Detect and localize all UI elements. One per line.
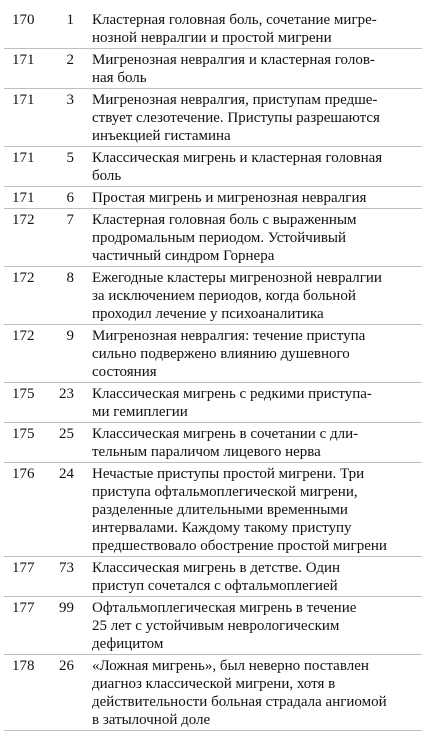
case-description: Классическая мигрень и кластерная головная боль: [92, 150, 383, 184]
page-number: 172: [12, 212, 35, 228]
case-number: 25: [59, 426, 74, 442]
case-description: Ежегодные кластеры мигренозной невралгии за исключением периодов, когда больной проходил лечение у психоаналитика: [92, 270, 382, 322]
page-number: 171: [12, 190, 35, 206]
case-description: Нечастые приступы простой мигрени. Три приступа офтальмоплегической мигрени, разделенные длительными временными интервалами. Каждому такому приступу предшествовало обострение простой мигрени: [92, 466, 387, 554]
table-row: [4, 147, 422, 187]
table-row: [4, 423, 422, 463]
case-number: 8: [66, 270, 74, 286]
case-description: Кластерная головная боль, сочетание мигре- нозной невралгии и простой мигрени: [92, 12, 377, 46]
case-number: 26: [59, 658, 74, 674]
table-row: [4, 267, 422, 325]
page-number: 176: [12, 466, 35, 482]
table-row: [4, 557, 422, 597]
case-description: Мигренозная невралгия, приступам предше- ствует слезотечение. Приступы разрешаются инъекцией гистамина: [92, 92, 380, 144]
case-number: 6: [66, 190, 74, 206]
case-number: 9: [66, 328, 74, 344]
case-number: 23: [59, 386, 74, 402]
case-number: 24: [59, 466, 74, 482]
case-description: Классическая мигрень в детстве. Один приступ сочетался с офтальмоплегией: [92, 560, 341, 594]
page-number: 175: [12, 426, 35, 442]
case-number: 99: [59, 600, 74, 616]
table-row: [4, 655, 422, 731]
page-number: 177: [12, 560, 35, 576]
case-number: 5: [66, 150, 74, 166]
case-number: 7: [66, 212, 74, 228]
case-description: Классическая мигрень в сочетании с дли- тельным параличом лицевого нерва: [92, 426, 359, 460]
case-description: Кластерная головная боль с выраженным продромальным периодом. Устойчивый частичный синдром Горнера: [92, 212, 357, 264]
table-row: [4, 463, 422, 557]
table-row: [4, 209, 422, 267]
case-number: 3: [66, 92, 74, 108]
table-row: [4, 89, 422, 147]
table-row: [4, 49, 422, 89]
table-row: [4, 597, 422, 655]
case-table: [4, 9, 422, 731]
table-row: [4, 325, 422, 383]
page-number: 172: [12, 270, 35, 286]
case-number: 73: [59, 560, 74, 576]
case-description: Мигренозная невралгия и кластерная голов- ная боль: [92, 52, 375, 86]
page-number: 172: [12, 328, 35, 344]
case-description: «Ложная мигрень», был неверно поставлен диагноз классической мигрени, хотя в действительности больная страдала ангиомой в затылочной доле: [92, 658, 387, 728]
page-number: 170: [12, 12, 35, 28]
case-description: Мигренозная невралгия: течение приступа сильно подвержено влиянию душевного состояния: [92, 328, 366, 380]
case-description: Офтальмоплегическая мигрень в течение 25 лет с устойчивым неврологическим дефицитом: [92, 600, 357, 652]
case-description: Простая мигрень и мигренозная невралгия: [92, 190, 367, 206]
page-number: 171: [12, 92, 35, 108]
table-row: [4, 9, 422, 49]
page-number: 171: [12, 150, 35, 166]
table-row: [4, 187, 422, 209]
table-row: [4, 383, 422, 423]
page-number: 175: [12, 386, 35, 402]
page-number: 177: [12, 600, 35, 616]
case-number: 2: [66, 52, 74, 68]
page-number: 178: [12, 658, 35, 674]
case-number: 1: [66, 12, 74, 28]
page-number: 171: [12, 52, 35, 68]
case-description: Классическая мигрень с редкими приступа- ми гемиплегии: [92, 386, 372, 420]
